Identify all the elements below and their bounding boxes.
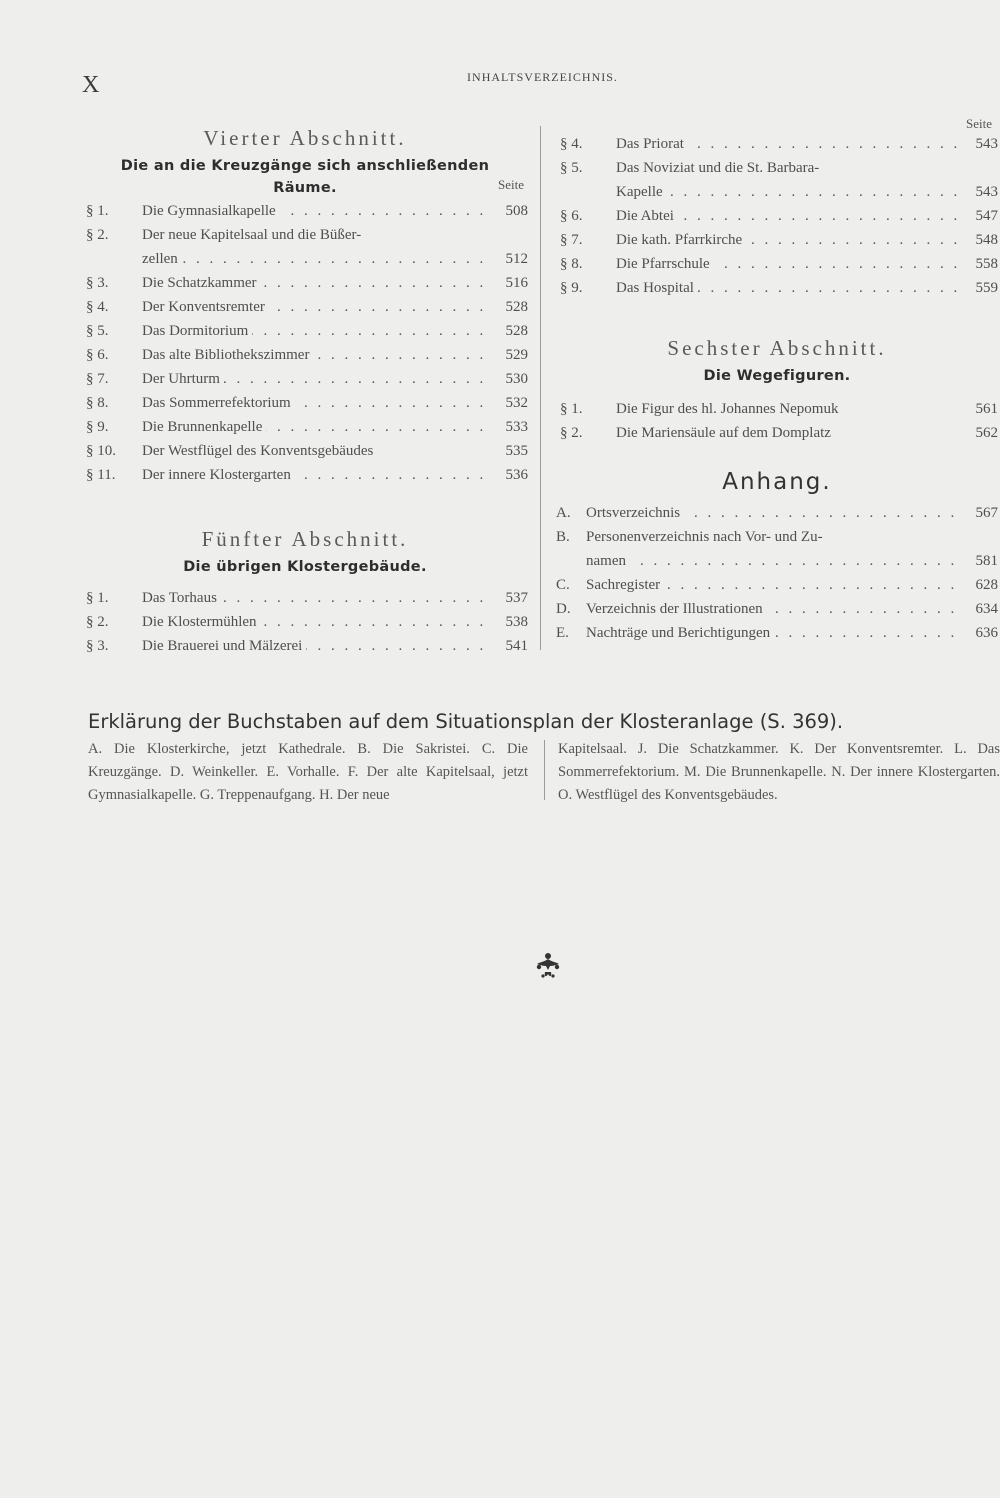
toc-entry-title: Der Westflügel des Konventsgebäudes (142, 443, 377, 459)
toc-entry-title: Das Torhaus (142, 590, 221, 606)
toc-entry (556, 204, 998, 228)
section-title-anhang: Anhang. (722, 469, 832, 495)
toc-entry-title: Das Sommerrefektorium (142, 395, 295, 411)
toc-entry-number: § 7. (86, 371, 109, 387)
toc-entry-title: Die Schatzkammer (142, 275, 261, 291)
toc-entry-number: § 6. (560, 208, 583, 224)
toc-entry (82, 610, 528, 634)
toc-entry (556, 573, 998, 597)
toc-entry-page: 532 (505, 395, 528, 411)
toc-list-fuenfter (82, 586, 528, 658)
toc-entry-page: 558 (975, 256, 998, 272)
toc-entry-title: Das Noviziat und die St. Barbara- (616, 160, 823, 176)
toc-entry-page: 543 (975, 184, 998, 200)
toc-entry-title: Die Gymnasialkapelle (142, 203, 280, 219)
toc-entry-title: Der neue Kapitelsaal und die Büßer- (142, 227, 365, 243)
toc-list-anhang (556, 501, 998, 645)
toc-entry (556, 525, 998, 549)
toc-entry-number: § 5. (86, 323, 109, 339)
toc-entry-page: 581 (975, 553, 998, 569)
toc-entry-page: 516 (505, 275, 528, 291)
toc-entry (556, 397, 998, 421)
toc-entry-page: 548 (975, 232, 998, 248)
toc-entry-title: Das Priorat (616, 136, 688, 152)
toc-entry-page: 538 (505, 614, 528, 630)
toc-entry-title: Das Hospital (616, 280, 698, 296)
toc-entry-number: C. (556, 577, 570, 593)
running-head: INHALTSVERZEICHNIS. (467, 70, 618, 84)
toc-entry (556, 132, 998, 156)
toc-entry-number: § 8. (560, 256, 583, 272)
toc-entry-page: 561 (975, 401, 998, 417)
toc-entry-number: § 4. (560, 136, 583, 152)
toc-entry (82, 439, 528, 463)
toc-entry-title-continuation: namen (586, 553, 630, 569)
toc-entry-number: § 2. (560, 425, 583, 441)
toc-entry-title: Der innere Klostergarten (142, 467, 295, 483)
seite-label-right: Seite (966, 116, 992, 131)
toc-entry-page: 636 (975, 625, 998, 641)
toc-entry-number: § 6. (86, 347, 109, 363)
toc-entry-title: Personenverzeichnis nach Vor- und Zu- (586, 529, 827, 545)
toc-entry-page: 530 (505, 371, 528, 387)
toc-entry (82, 367, 528, 391)
toc-entry-page: 535 (505, 443, 528, 459)
toc-entry-number: § 7. (560, 232, 583, 248)
toc-entry-number: A. (556, 505, 571, 521)
toc-entry (82, 391, 528, 415)
seite-label-left: Seite (498, 177, 524, 192)
toc-entry-title: Nachträge und Berichtigungen (586, 625, 774, 641)
toc-entry-number: § 2. (86, 614, 109, 630)
page-number: X (82, 72, 100, 98)
toc-entry-number: B. (556, 529, 570, 545)
toc-entry-title: Der Uhrturm (142, 371, 224, 387)
toc-entry-title: Die Pfarrschule (616, 256, 714, 272)
toc-entry-title: Die Brunnenkapelle (142, 419, 266, 435)
section-title-vierter: Vierter Abschnitt. (203, 126, 407, 150)
toc-entry-title: Das Dormitorium (142, 323, 252, 339)
toc-entry-page: 528 (505, 299, 528, 315)
toc-entry-number: § 10. (86, 443, 116, 459)
toc-entry (82, 586, 528, 610)
toc-entry-number: § 1. (86, 590, 109, 606)
toc-list-vierter (82, 199, 528, 487)
toc-left-column (82, 126, 528, 658)
legend-text-left: A. Die Klosterkirche, jetzt Kathedrale. B. Die Sakristei. C. Die Kreuzgänge. D. Weinkeller. E. Vorhalle. F. Der alte Kapitelsaal, jetzt Gymnasialkapelle. G. Treppenaufgang. H. Der neue (88, 741, 528, 803)
toc-entry (82, 463, 528, 487)
toc-entry-continuation (556, 180, 998, 204)
toc-entry-number: § 4. (86, 299, 109, 315)
toc-entry-number: § 3. (86, 275, 109, 291)
legend-column-divider (544, 740, 545, 800)
toc-entry-page: 634 (975, 601, 998, 617)
toc-entry-number: D. (556, 601, 571, 617)
toc-entry-title: Die Figur des hl. Johannes Nepomuk (616, 401, 842, 417)
toc-entry (556, 276, 998, 300)
toc-entry-title: Sachregister (586, 577, 664, 593)
toc-entry-title-continuation: zellen (142, 251, 182, 267)
toc-entry-title-continuation: Kapelle (616, 184, 667, 200)
column-divider (540, 126, 541, 650)
toc-entry (556, 228, 998, 252)
toc-entry-title: Die kath. Pfarrkirche (616, 232, 746, 248)
toc-entry (82, 634, 528, 658)
toc-entry-number: § 9. (86, 419, 109, 435)
toc-entry-number: § 1. (86, 203, 109, 219)
toc-entry-number: § 1. (560, 401, 583, 417)
toc-entry-number: E. (556, 625, 569, 641)
toc-entry (82, 415, 528, 439)
toc-entry-title: Verzeichnis der Illustrationen (586, 601, 767, 617)
section-subtitle-sechster: Die Wegefiguren. (703, 368, 851, 384)
section-title-sechster: Sechster Abschnitt. (667, 336, 887, 360)
toc-entry-page: 512 (505, 251, 528, 267)
toc-entry-number: § 9. (560, 280, 583, 296)
toc-list-fortsetzung (556, 132, 998, 300)
legend-text-right: Kapitelsaal. J. Die Schatzkammer. K. Der Konventsremter. L. Das Sommerrefektorium. M. Die Brunnenkapelle. N. Der innere Klostergarten. O. Westflügel des Konventsgebäudes. (558, 741, 1000, 803)
toc-entry-title: Die Mariensäule auf dem Domplatz (616, 425, 835, 441)
toc-entry-title: Die Klostermühlen (142, 614, 261, 630)
toc-entry (556, 252, 998, 276)
toc-entry-title: Ortsverzeichnis (586, 505, 684, 521)
toc-entry (82, 295, 528, 319)
toc-entry-title: Das alte Bibliothekszimmer (142, 347, 313, 363)
toc-entry-page: 536 (505, 467, 528, 483)
toc-entry-page: 562 (975, 425, 998, 441)
toc-entry-continuation (82, 247, 528, 271)
toc-entry (556, 621, 998, 645)
toc-entry-page: 508 (505, 203, 528, 219)
toc-entry (556, 156, 998, 180)
toc-entry-number: § 11. (86, 467, 116, 483)
toc-entry-page: 547 (975, 208, 998, 224)
toc-entry (556, 597, 998, 621)
toc-entry-page: 529 (505, 347, 528, 363)
toc-entry-page: 537 (505, 590, 528, 606)
toc-entry-title: Die Brauerei und Mälzerei (142, 638, 306, 654)
toc-entry-page: 533 (505, 419, 528, 435)
toc-entry (82, 319, 528, 343)
section-subtitle-fuenfter: Die übrigen Klostergebäude. (183, 559, 427, 575)
toc-entry-number: § 2. (86, 227, 109, 243)
toc-entry-number: § 3. (86, 638, 109, 654)
toc-entry (82, 223, 528, 247)
toc-entry-page: 628 (975, 577, 998, 593)
toc-entry-number: § 5. (560, 160, 583, 176)
toc-entry-page: 567 (975, 505, 998, 521)
toc-entry (556, 421, 998, 445)
toc-entry-title: Die Abtei (616, 208, 678, 224)
fleuron-ornament-icon (532, 950, 564, 982)
toc-right-column (556, 118, 998, 645)
toc-list-sechster (556, 397, 998, 445)
toc-entry-continuation (556, 549, 998, 573)
section-subtitle-vierter-line2: Räume. (273, 180, 337, 196)
toc-entry-page: 528 (505, 323, 528, 339)
toc-entry-page: 543 (975, 136, 998, 152)
toc-entry-page: 559 (975, 280, 998, 296)
toc-entry (82, 343, 528, 367)
toc-entry-page: 541 (505, 638, 528, 654)
toc-entry-number: § 8. (86, 395, 109, 411)
toc-entry-title: Der Konventsremter (142, 299, 269, 315)
section-subtitle-vierter-line1: Die an die Kreuzgänge sich anschließenden (120, 158, 490, 174)
toc-entry (82, 199, 528, 223)
toc-entry (556, 501, 998, 525)
legend-title: Erklärung der Buchstaben auf dem Situationsplan der Klosteranlage (S. 369). (88, 710, 844, 733)
toc-entry (82, 271, 528, 295)
section-title-fuenfter: Fünfter Abschnitt. (201, 527, 409, 551)
